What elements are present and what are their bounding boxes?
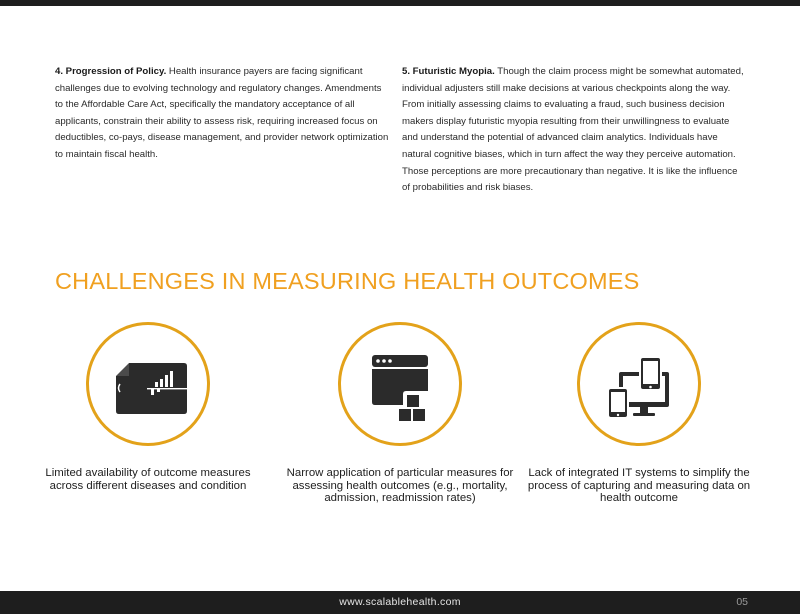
policy-paragraph — [55, 64, 390, 164]
myopia-paragraph — [402, 64, 747, 197]
myopia-heading: 5. Futuristic Myopia. — [402, 66, 495, 77]
challenge-caption: Lack of integrated IT systems to simplify the process of capturing and measuring data on health outcome — [527, 467, 751, 505]
policy-heading: 4. Progression of Policy. — [55, 66, 167, 77]
top-bar — [0, 0, 800, 6]
challenge-caption: Limited availability of outcome measures across different diseases and condition — [45, 467, 251, 492]
challenge-caption: Narrow application of particular measures for assessing health outcomes (e.g., mortality, admission, readmission rates) — [286, 467, 514, 505]
browser-blocks-icon — [341, 325, 459, 443]
icon-circle — [338, 322, 462, 446]
footer-url: www.scalablehealth.com — [339, 596, 461, 608]
footer-bar — [0, 591, 800, 614]
page-number: 05 — [736, 596, 748, 608]
icon-circle — [86, 322, 210, 446]
challenge-narrow-application — [280, 322, 520, 505]
icon-circle — [577, 322, 701, 446]
challenge-integrated-it — [519, 322, 759, 505]
chart-document-icon — [89, 325, 207, 443]
section-title: CHALLENGES IN MEASURING HEALTH OUTCOMES — [55, 268, 640, 294]
policy-body: Health insurance payers are facing significant challenges due to evolving technology and regulatory changes. Amendments to the Affordable Care Act, specifically the mandatory acceptance of all applicants, constrain their ability to assess risk, requiring increased focus on deductibles, co-pays, disease management, and provider network optimization to maintain fiscal health. — [55, 66, 389, 160]
myopia-body: Though the claim process might be somewhat automated, individual adjusters still make decisions at various checkpoints along the way. From initially assessing claims to evaluating a fraud, such business decision makers display futuristic myopia resulting from their unwillingness to evaluate and understand the potential of advanced claim analytics. Individuals have natural cognitive biases, which in turn affect the way they perceive automation. Those perceptions are more precautionary than negative. It is like the influence of probabilities and risk biases. — [402, 66, 744, 194]
devices-icon — [580, 325, 698, 443]
challenge-outcome-measures — [28, 322, 268, 492]
